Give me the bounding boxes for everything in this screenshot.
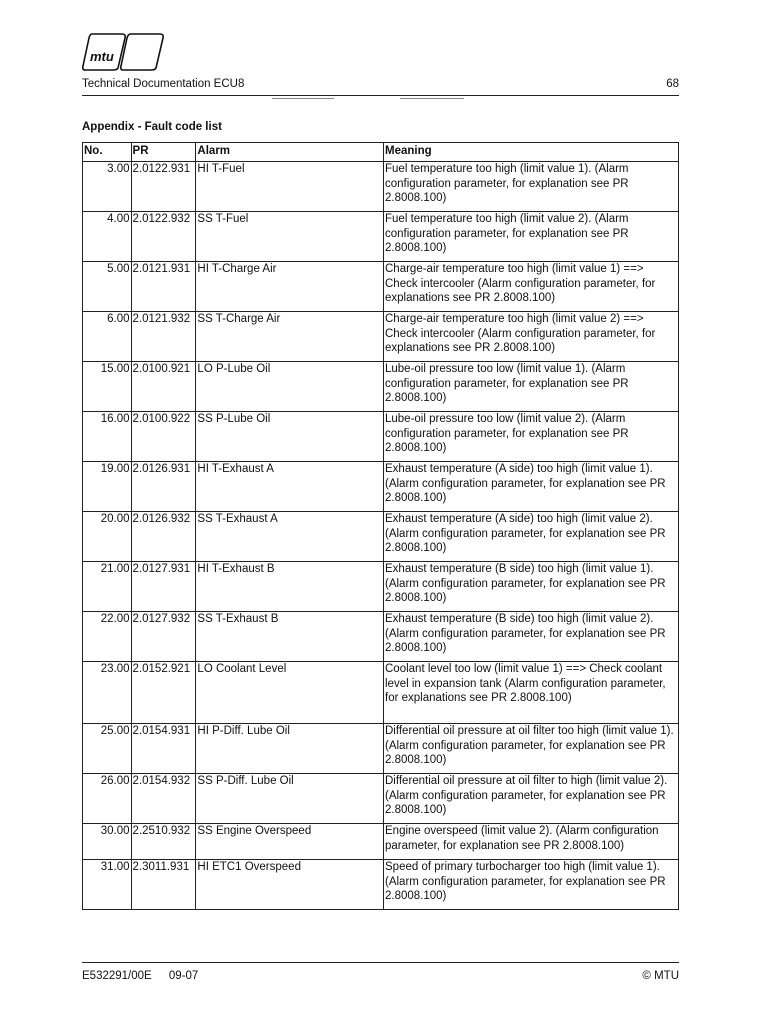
cell-no: 16.00 [83, 412, 132, 462]
column-header-alarm: Alarm [196, 143, 384, 162]
cell-pr: 2.0127.932 [131, 612, 196, 662]
table-row [83, 462, 679, 512]
cell-alarm: SS T-Exhaust B [196, 612, 384, 662]
cell-alarm: SS Engine Overspeed [196, 824, 384, 860]
cell-alarm: LO P-Lube Oil [196, 362, 384, 412]
cell-no: 31.00 [83, 860, 132, 910]
page-header [82, 78, 679, 90]
cell-no: 4.00 [83, 212, 132, 262]
table-row [83, 774, 679, 824]
cell-meaning: Differential oil pressure at oil filter too high (limit value 1). (Alarm configuration parameter, for explanation see PR 2.8008.100) [384, 724, 679, 774]
cell-pr: 2.0154.931 [131, 724, 196, 774]
column-header-meaning: Meaning [384, 143, 679, 162]
table-row [83, 562, 679, 612]
cell-alarm: SS P-Lube Oil [196, 412, 384, 462]
cell-pr: 2.3011.931 [131, 860, 196, 910]
table-body [83, 162, 679, 910]
cell-no: 19.00 [83, 462, 132, 512]
table-row [83, 860, 679, 910]
cell-alarm: SS T-Fuel [196, 212, 384, 262]
cell-pr: 2.0152.921 [131, 662, 196, 724]
document-number: E532291/00E [82, 970, 152, 982]
cell-pr: 2.0100.921 [131, 362, 196, 412]
document-date: 09-07 [168, 970, 199, 982]
cell-no: 6.00 [83, 312, 132, 362]
cell-meaning: Lube-oil pressure too low (limit value 2). (Alarm configuration parameter, for explanation see PR 2.8008.100) [384, 412, 679, 462]
cell-meaning: Charge-air temperature too high (limit value 1) ==> Check intercooler (Alarm configuration parameter, for explanations see PR 2.8008.100) [384, 262, 679, 312]
table-row [83, 212, 679, 262]
header-accent-line [272, 98, 334, 99]
cell-meaning: Speed of primary turbocharger too high (limit value 1). (Alarm configuration parameter, for explanation see PR 2.8008.100) [384, 860, 679, 910]
cell-meaning: Exhaust temperature (A side) too high (limit value 2). (Alarm configuration parameter, for explanation see PR 2.8008.100) [384, 512, 679, 562]
cell-alarm: HI T-Charge Air [196, 262, 384, 312]
cell-meaning: Lube-oil pressure too low (limit value 1). (Alarm configuration parameter, for explanation see PR 2.8008.100) [384, 362, 679, 412]
cell-pr: 2.0100.922 [131, 412, 196, 462]
table-row [83, 612, 679, 662]
page-number: 68 [666, 78, 679, 90]
cell-no: 26.00 [83, 774, 132, 824]
table-row [83, 362, 679, 412]
cell-alarm: HI T-Exhaust A [196, 462, 384, 512]
cell-pr: 2.0121.931 [131, 262, 196, 312]
cell-pr: 2.0126.931 [131, 462, 196, 512]
cell-no: 20.00 [83, 512, 132, 562]
cell-no: 30.00 [83, 824, 132, 860]
table-row [83, 824, 679, 860]
cell-alarm: SS T-Exhaust A [196, 512, 384, 562]
table-row [83, 724, 679, 774]
cell-meaning: Exhaust temperature (B side) too high (limit value 2). (Alarm configuration parameter, for explanation see PR 2.8008.100) [384, 612, 679, 662]
table-row [83, 312, 679, 362]
cell-no: 5.00 [83, 262, 132, 312]
column-header-pr: PR [131, 143, 196, 162]
cell-no: 22.00 [83, 612, 132, 662]
cell-alarm: LO Coolant Level [196, 662, 384, 724]
table-row [83, 262, 679, 312]
table-row [83, 162, 679, 212]
cell-no: 15.00 [83, 362, 132, 412]
cell-no: 21.00 [83, 562, 132, 612]
cell-meaning: Exhaust temperature (A side) too high (limit value 1). (Alarm configuration parameter, for explanation see PR 2.8008.100) [384, 462, 679, 512]
cell-alarm: SS T-Charge Air [196, 312, 384, 362]
cell-no: 25.00 [83, 724, 132, 774]
cell-alarm: HI P-Diff. Lube Oil [196, 724, 384, 774]
cell-meaning: Coolant level too low (limit value 1) ==> Check coolant level in expansion tank (Alarm configuration parameter, for explanations see PR 2.8008.100) [384, 662, 679, 724]
cell-meaning: Fuel temperature too high (limit value 1). (Alarm configuration parameter, for explanation see PR 2.8008.100) [384, 162, 679, 212]
cell-no: 23.00 [83, 662, 132, 724]
cell-pr: 2.0127.931 [131, 562, 196, 612]
cell-meaning: Engine overspeed (limit value 2). (Alarm configuration parameter, for explanation see PR 2.8008.100) [384, 824, 679, 860]
mtu-logo [82, 32, 164, 72]
cell-alarm: HI T-Fuel [196, 162, 384, 212]
cell-pr: 2.0126.932 [131, 512, 196, 562]
table-row [83, 512, 679, 562]
header-accent-line [400, 98, 464, 99]
cell-pr: 2.0122.931 [131, 162, 196, 212]
table-row [83, 412, 679, 462]
table-row [83, 662, 679, 724]
cell-pr: 2.0122.932 [131, 212, 196, 262]
copyright: © MTU [642, 970, 679, 982]
footer-divider [82, 962, 679, 963]
document-title: Technical Documentation ECU8 [82, 78, 245, 90]
cell-pr: 2.0154.932 [131, 774, 196, 824]
page-footer [82, 970, 679, 982]
logo-text: mtu [90, 49, 114, 64]
cell-meaning: Charge-air temperature too high (limit value 2) ==> Check intercooler (Alarm configuration parameter, for explanations see PR 2.8008.100) [384, 312, 679, 362]
cell-pr: 2.0121.932 [131, 312, 196, 362]
cell-no: 3.00 [83, 162, 132, 212]
column-header-no: No. [83, 143, 132, 162]
fault-code-table [82, 142, 679, 910]
cell-meaning: Differential oil pressure at oil filter to high (limit value 2). (Alarm configuration parameter, for explanation see PR 2.8008.100) [384, 774, 679, 824]
cell-meaning: Fuel temperature too high (limit value 2). (Alarm configuration parameter, for explanation see PR 2.8008.100) [384, 212, 679, 262]
table-header-row [83, 143, 679, 162]
cell-alarm: SS P-Diff. Lube Oil [196, 774, 384, 824]
cell-alarm: HI T-Exhaust B [196, 562, 384, 612]
cell-meaning: Exhaust temperature (B side) too high (limit value 1). (Alarm configuration parameter, for explanation see PR 2.8008.100) [384, 562, 679, 612]
cell-alarm: HI ETC1 Overspeed [196, 860, 384, 910]
section-title: Appendix - Fault code list [82, 121, 222, 133]
header-divider [82, 95, 679, 96]
cell-pr: 2.2510.932 [131, 824, 196, 860]
